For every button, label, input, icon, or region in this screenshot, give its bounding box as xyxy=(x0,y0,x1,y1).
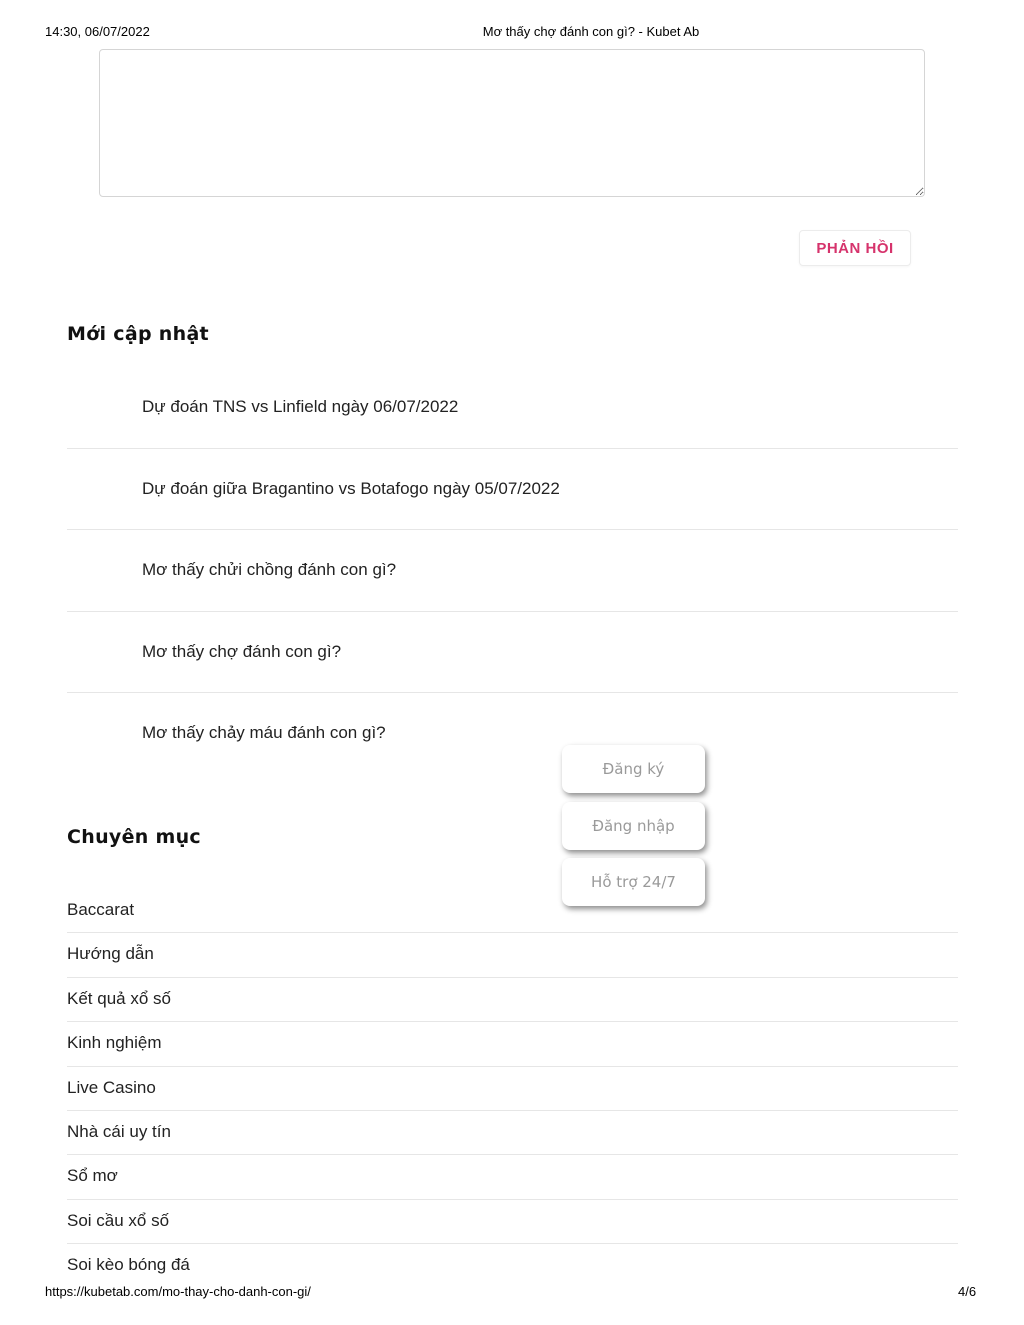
support-button[interactable]: Hỗ trợ 24/7 xyxy=(562,858,705,906)
category-link-baccarat[interactable]: Baccarat xyxy=(67,900,135,919)
recent-post-item xyxy=(67,612,958,694)
print-footer xyxy=(0,1284,1024,1300)
register-button[interactable]: Đăng ký xyxy=(562,745,705,793)
print-url: https://kubetab.com/mo-thay-cho-danh-con-gi/ xyxy=(45,1284,311,1299)
print-page-number: 4/6 xyxy=(958,1284,977,1299)
category-item xyxy=(67,1155,958,1199)
category-item xyxy=(67,978,958,1022)
category-link-kinh-nghiem[interactable]: Kinh nghiệm xyxy=(67,1033,162,1053)
recent-post-link[interactable]: Dự đoán giữa Bragantino vs Botafogo ngày 05/07/2022 xyxy=(142,478,560,498)
categories-list xyxy=(67,889,958,1289)
category-link-live-casino[interactable]: Live Casino xyxy=(67,1077,156,1097)
recent-post-item xyxy=(67,530,958,612)
print-datetime: 14:30, 06/07/2022 xyxy=(45,24,150,39)
recent-post-link[interactable]: Mơ thấy chảy máu đánh con gì? xyxy=(142,723,386,742)
recent-posts-heading: Mới cập nhật xyxy=(67,323,209,345)
category-item xyxy=(67,933,958,977)
category-item xyxy=(67,889,958,933)
category-link-ket-qua-xo-so[interactable]: Kết quả xổ số xyxy=(67,988,171,1008)
recent-post-item xyxy=(67,693,958,775)
category-item xyxy=(67,1244,958,1288)
recent-post-link[interactable]: Mơ thấy chợ đánh con gì? xyxy=(142,641,342,661)
category-link-soi-cau-xo-so[interactable]: Soi cầu xổ số xyxy=(67,1210,170,1230)
print-header xyxy=(0,24,1024,40)
category-link-soi-keo-bong-da[interactable]: Soi kèo bóng đá xyxy=(67,1255,190,1275)
recent-post-link[interactable]: Dự đoán TNS vs Linfield ngày 06/07/2022 xyxy=(142,397,459,416)
category-item xyxy=(67,1200,958,1244)
recent-posts-list xyxy=(67,367,958,775)
reply-button[interactable]: PHẢN HỒI xyxy=(799,230,911,266)
category-link-so-mo[interactable]: Sổ mơ xyxy=(67,1166,118,1186)
category-item xyxy=(67,1022,958,1066)
recent-post-item xyxy=(67,367,958,449)
category-item xyxy=(67,1111,958,1155)
category-link-huong-dan[interactable]: Hướng dẫn xyxy=(67,944,154,964)
category-item xyxy=(67,1067,958,1111)
login-button[interactable]: Đăng nhập xyxy=(562,802,705,850)
category-link-nha-cai-uy-tin[interactable]: Nhà cái uy tín xyxy=(67,1121,171,1141)
categories-heading: Chuyên mục xyxy=(67,826,201,848)
recent-post-item xyxy=(67,449,958,531)
comment-textarea[interactable] xyxy=(99,49,925,197)
print-page-title: Mơ thấy chợ đánh con gì? - Kubet Ab xyxy=(482,24,700,39)
recent-post-link[interactable]: Mơ thấy chửi chồng đánh con gì? xyxy=(142,560,397,579)
